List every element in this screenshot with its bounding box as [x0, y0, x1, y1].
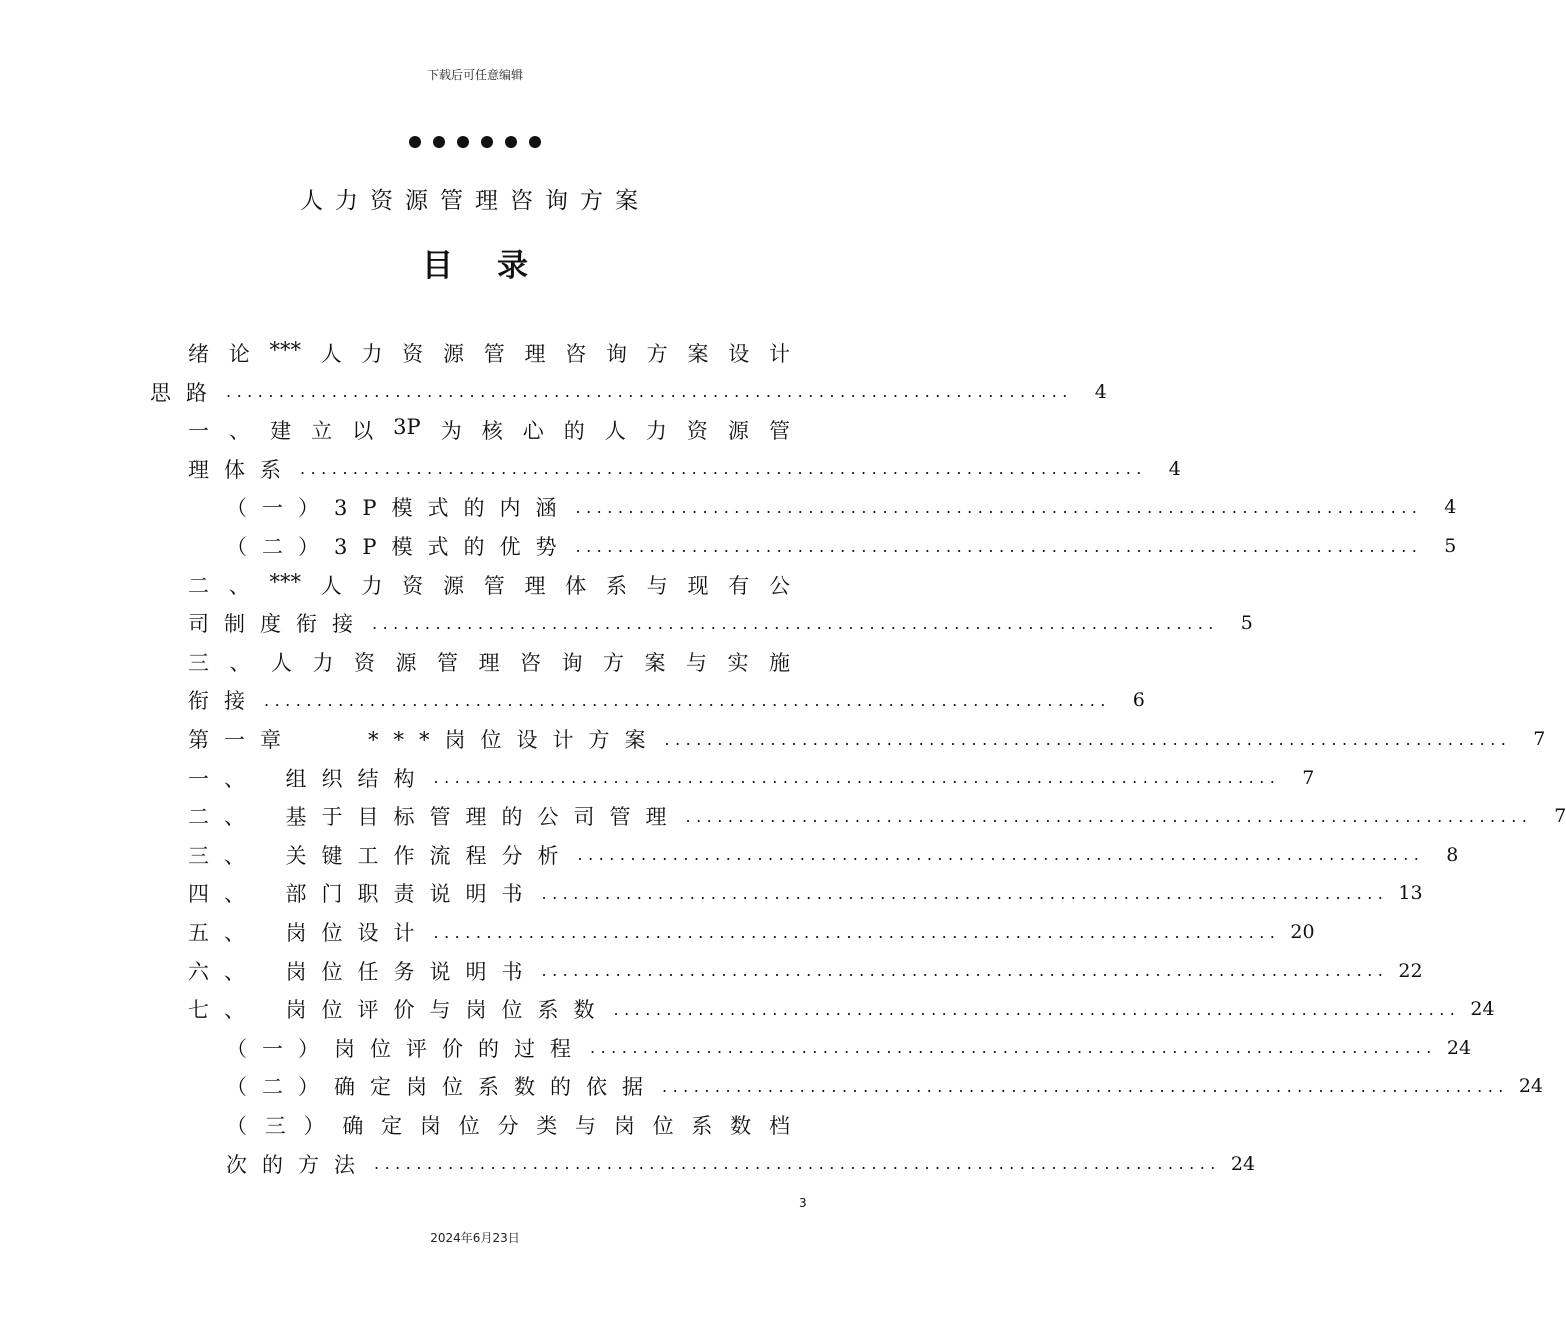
toc-dot-leader: ................................................................................ — [226, 382, 1073, 402]
toc-entry[interactable] — [188, 604, 1253, 642]
toc-dot-leader: ................................................................................ — [685, 806, 1533, 826]
toc-entry[interactable] — [188, 913, 1315, 951]
toc-entry[interactable] — [188, 450, 1181, 488]
bullet-dot-icon — [481, 136, 493, 148]
bullet-dot-icon — [457, 136, 469, 148]
toc-entry[interactable] — [188, 759, 1315, 797]
footer-date: 2024年6月23日 — [430, 1231, 520, 1245]
toc-page-number: 4 — [1094, 380, 1107, 403]
toc-dot-leader: ................................................................................ — [664, 729, 1512, 749]
toc-dot-leader: ................................................................................ — [541, 961, 1389, 981]
toc-entry-text: 次的方法 — [226, 1152, 370, 1177]
toc-page-number: 20 — [1290, 921, 1315, 943]
toc-dot-leader: ................................................................................ — [575, 497, 1423, 517]
toc-page-number: 24 — [1470, 998, 1495, 1021]
toc-entry-text: 二 、 *** 人 力 资 源 管 理 体 系 与 现 有 公 — [188, 569, 790, 598]
toc-entry-text: 绪 论 *** 人 力 资 源 管 理 咨 询 方 案 设 计 — [188, 338, 790, 366]
toc-dot-leader: ................................................................................ — [300, 459, 1147, 479]
toc-entry-text: 衔接 — [188, 689, 260, 714]
toc-page-number: 24 — [1230, 1152, 1256, 1175]
toc-entry-text: 五、 岗位设计 — [188, 921, 430, 945]
toc-dot-leader: ................................................................................ — [613, 999, 1461, 1019]
toc-page-number: 4 — [1168, 457, 1181, 480]
toc-entry-text: （一）3P模式的内涵 — [226, 496, 572, 521]
toc-entry-text: 三、 关键工作流程分析 — [188, 843, 574, 868]
toc-entry[interactable] — [188, 566, 790, 604]
toc-entry[interactable] — [188, 643, 790, 681]
toc-page-number: 7 — [1554, 805, 1566, 828]
toc-entry-text: 思路 — [150, 380, 222, 405]
toc-page-number: 4 — [1444, 496, 1457, 519]
toc-page-number: 24 — [1518, 1075, 1544, 1098]
toc-page-number: 7 — [1533, 728, 1546, 750]
header-note: 下载后可任意编辑 — [426, 68, 523, 82]
toc-entry-text: 三 、 人 力 资 源 管 理 咨 询 方 案 与 实 施 — [188, 650, 790, 675]
toc-entry[interactable] — [188, 720, 1546, 758]
toc-entry[interactable] — [188, 411, 790, 449]
toc-entry[interactable] — [150, 373, 1107, 411]
toc-dot-leader: ................................................................................ — [541, 883, 1389, 903]
toc-dot-leader: ................................................................................ — [575, 536, 1423, 556]
toc-entry-text: （ 三 ） 确 定 岗 位 分 类 与 岗 位 系 数 档 — [226, 1114, 790, 1138]
toc-entry-text: 四、 部门职责说明书 — [188, 882, 538, 907]
toc-entry-text: 二、 基于目标管理的公司管理 — [188, 805, 682, 830]
toc-entry-text: （二）3P模式的优势 — [226, 535, 572, 559]
toc-entry-text: 六、 岗位任务说明书 — [188, 959, 538, 984]
toc-entry[interactable] — [226, 1029, 1472, 1067]
toc-entry[interactable] — [226, 1067, 1544, 1105]
toc-entry-text: 一、 组织结构 — [188, 766, 430, 791]
toc-dot-leader: ................................................................................ — [590, 1038, 1437, 1058]
toc-page-number: 5 — [1240, 612, 1253, 635]
toc-entry-text: 司制度衔接 — [188, 612, 368, 637]
toc-entry-text: 理体系 — [188, 457, 296, 482]
toc-entry-text: （二）确定岗位系数的依据 — [226, 1075, 658, 1100]
toc-dot-leader: ................................................................................ — [372, 613, 1219, 633]
toc-page-number: 7 — [1302, 766, 1315, 789]
toc-entry[interactable] — [188, 334, 790, 372]
toc-entry-text: 第一章 ***岗位设计方案 — [188, 728, 661, 752]
toc-page-number: 22 — [1398, 959, 1423, 982]
toc-dot-leader: ................................................................................ — [577, 845, 1425, 865]
toc-entry-text: 一 、 建 立 以 3P 为 核 心 的 人 力 资 源 管 — [188, 415, 790, 444]
toc-dot-leader: ................................................................................ — [374, 1154, 1221, 1174]
toc-page-number: 6 — [1132, 689, 1145, 712]
toc-heading: 目录 — [422, 248, 572, 284]
toc-page-number: 13 — [1398, 882, 1423, 905]
toc-entry[interactable] — [188, 681, 1145, 719]
document-title: 人力资源管理咨询方案 — [300, 188, 650, 214]
toc-entry[interactable] — [226, 488, 1457, 526]
toc-entry[interactable] — [226, 527, 1457, 565]
toc-entry[interactable] — [188, 990, 1495, 1028]
toc-entry[interactable] — [226, 1106, 790, 1144]
bullet-dot-icon — [529, 136, 541, 148]
toc-entry-text: 七、 岗位评价与岗位系数 — [188, 998, 610, 1023]
toc-dot-leader: ................................................................................ — [433, 922, 1281, 942]
toc-page-number: 5 — [1444, 535, 1457, 557]
bullet-dot-icon — [433, 136, 445, 148]
toc-entry[interactable] — [226, 1145, 1256, 1183]
decorative-dots — [0, 136, 950, 148]
bullet-dot-icon — [505, 136, 517, 148]
toc-page-number: 8 — [1446, 843, 1459, 866]
toc-dot-leader: ................................................................................ — [662, 1076, 1509, 1096]
toc-dot-leader: ................................................................................ — [264, 690, 1111, 710]
toc-entry[interactable] — [188, 874, 1423, 912]
toc-entry-text: （一）岗位评价的过程 — [226, 1036, 586, 1061]
toc-entry[interactable] — [188, 952, 1423, 990]
toc-page-number: 24 — [1446, 1036, 1472, 1059]
bullet-dot-icon — [409, 136, 421, 148]
toc-entry[interactable] — [188, 836, 1459, 874]
page-number: 3 — [799, 1196, 807, 1210]
toc-dot-leader: ................................................................................ — [433, 768, 1281, 788]
toc-entry[interactable] — [188, 797, 1566, 835]
